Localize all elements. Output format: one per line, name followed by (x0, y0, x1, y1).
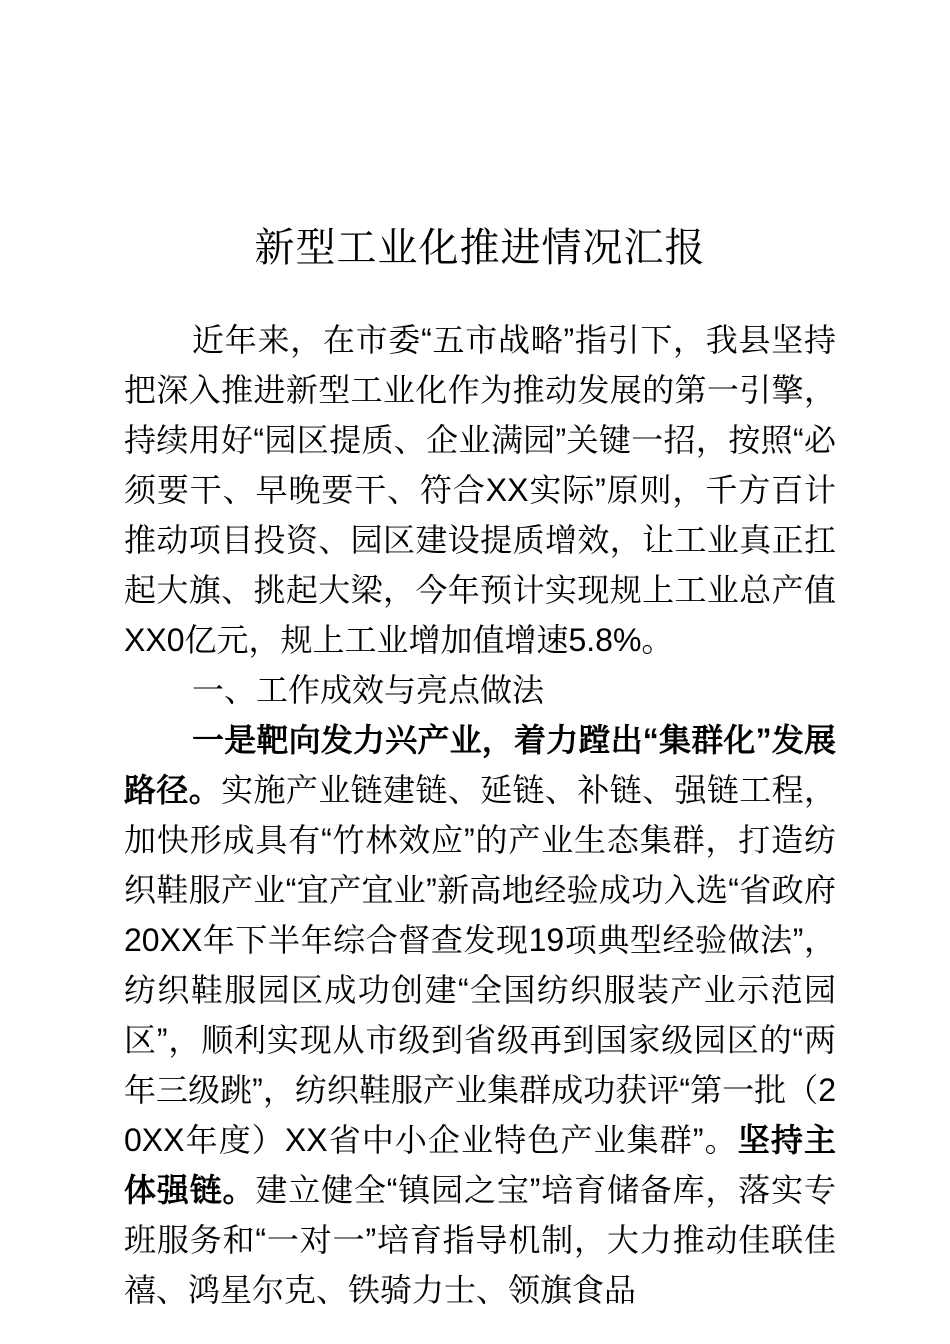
section-heading-1 (124, 665, 836, 715)
paragraph-point-1 (124, 715, 836, 1315)
text-run: 一、工作成效与亮点做法 (192, 672, 545, 708)
paragraph-intro (124, 315, 836, 665)
text-run: 建立健全“镇园之宝”培育储备库，落实专班服务和“一对一”培育指导机制，大力推动佳联佳禧、鸿星尔克、铁骑力士、领旗食品 (124, 1172, 836, 1308)
text-run: 实施产业链建链、延链、补链、强链工程，加快形成具有“竹林效应”的产业生态集群，打造纺织鞋服产业“宜产宜业”新高地经验成功入选“省政府20XX年下半年综合督查发现19项典型经验做法”，纺织鞋服园区成功创建“全国纺织服装产业示范园区”，顺利实现从市级到省级再到国家级园区的“两年三级跳”，纺织鞋服产业集群成功获评“第一批（20XX年度）XX省中小企业特色产业集群”。 (124, 772, 836, 1158)
text-run-bold: 一是靶向发力兴产业，着力蹚出“集群化”发展路径。 (124, 722, 836, 808)
text-run: 近年来，在市委“五市战略”指引下，我县坚持把深入推进新型工业化作为推动发展的第一引擎，持续用好“园区提质、企业满园”关键一招，按照“必须要干、早晚要干、符合XX实际”原则，千方百计推动项目投资、园区建设提质增效，让工业真正扛起大旗、挑起大梁，今年预计实现规上工业总产值XX0亿元，规上工业增加值增速5.8%。 (124, 322, 836, 658)
document-body (124, 0, 836, 1315)
text-run-bold: 坚持主体强链。 (124, 1122, 836, 1208)
page-title: 新型工业化推进情况汇报 (254, 226, 706, 270)
